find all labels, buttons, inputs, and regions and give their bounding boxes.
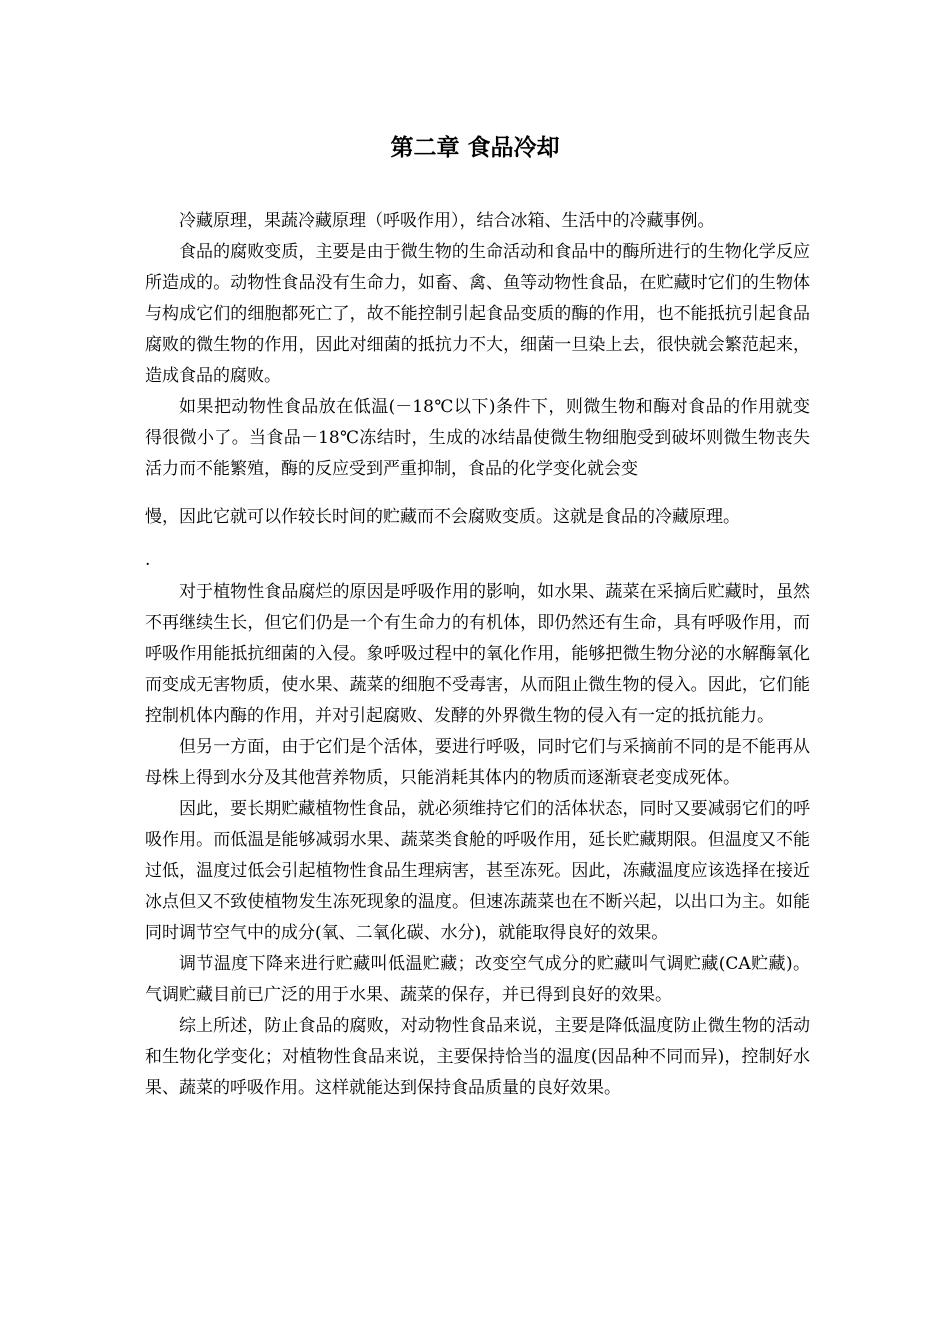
paragraph-low-temperature: 如果把动物性食品放在低温(－18℃以下)条件下，则微生物和酶对食品的作用就变得很微小了。当食品－18℃冻结时，生成的冰结晶使微生物细胞受到破坏则微生物丧失活力而不能繁殖，酶的反应受到严重抑制，食品的化学变化就会变: [145, 397, 810, 479]
stray-dot: .: [145, 550, 151, 570]
paragraph-summary: 综上所述，防止食品的腐败，对动物性食品来说，主要是降低温度防止微生物的活动和生物化学变化；对植物性食品来说，主要保持恰当的温度(因品种不同而异)，控制好水果、蔬菜的呼吸作用。这样就能达到保持食品质量的良好效果。: [145, 1016, 810, 1098]
paragraph-continuation: 慢，因此它就可以作较长时间的贮藏而不会腐败变质。这就是食品的冷藏原理。: [145, 507, 740, 527]
paragraph-ca-storage: 调节温度下降来进行贮藏叫低温贮藏；改变空气成分的贮藏叫气调贮藏(CA贮藏)。气调贮藏目前已广泛的用于水果、蔬菜的保存，并已得到良好的效果。: [145, 954, 810, 1005]
text-block-continuation: [145, 502, 810, 533]
text-block-animal-food: [145, 206, 810, 485]
text-block-dot: [145, 545, 810, 576]
text-block-plant-food: [145, 577, 810, 1104]
paragraph-storage: 因此，要长期贮藏植物性食品，就必须维持它们的活体状态，同时又要减弱它们的呼吸作用。而低温是能够减弱水果、蔬菜类食舱的呼吸作用，延长贮藏期限。但温度又不能过低，温度过低会引起植物性食品生理病害，甚至冻死。因此，冻藏温度应该选择在接近冰点但又不致使植物发生冻死现象的温度。但速冻蔬菜也在不断兴起，以出口为主。如能同时调节空气中的成分(氧、二氧化碳、水分)，就能取得良好的效果。: [145, 799, 810, 943]
paragraph-spoilage: 食品的腐败变质，主要是由于微生物的生命活动和食品中的酶所进行的生物化学反应所造成的。动物性食品没有生命力，如畜、禽、鱼等动物性食品，在贮藏时它们的生物体与构成它们的细胞都死亡了，故不能控制引起食品变质的酶的作用，也不能抵抗引起食品腐败的微生物的作用，因此对细菌的抵抗力不大，细菌一旦染上去，很快就会繁范起来，造成食品的腐败。: [145, 242, 810, 386]
paragraph-plant-respiration: 对于植物性食品腐烂的原因是呼吸作用的影响，如水果、蔬菜在采摘后贮藏时，虽然不再继续生长，但它们仍是一个有生命力的有机体，即仍然还有生命，具有呼吸作用，而呼吸作用能抵抗细菌的入侵。象呼吸过程中的氧化作用，能够把微生物分泌的水解酶氧化而变成无害物质，使水果、蔬菜的细胞不受毒害，从而阻止微生物的侵入。因此，它们能控制机体内酶的作用，并对引起腐败、发酵的外界微生物的侵入有一定的抵抗能力。: [145, 582, 810, 726]
paragraph-intro: 冷藏原理，果蔬冷藏原理（呼吸作用），结合冰箱、生活中的冷藏事例。: [179, 211, 715, 231]
chapter-title: 第二章 食品冷却: [390, 135, 560, 161]
paragraph-living-body: 但另一方面，由于它们是个活体，要进行呼吸，同时它们与采摘前不同的是不能再从母株上得到水分及其他营养物质，只能消耗其体内的物质而逐渐衰老变成死体。: [145, 737, 810, 788]
